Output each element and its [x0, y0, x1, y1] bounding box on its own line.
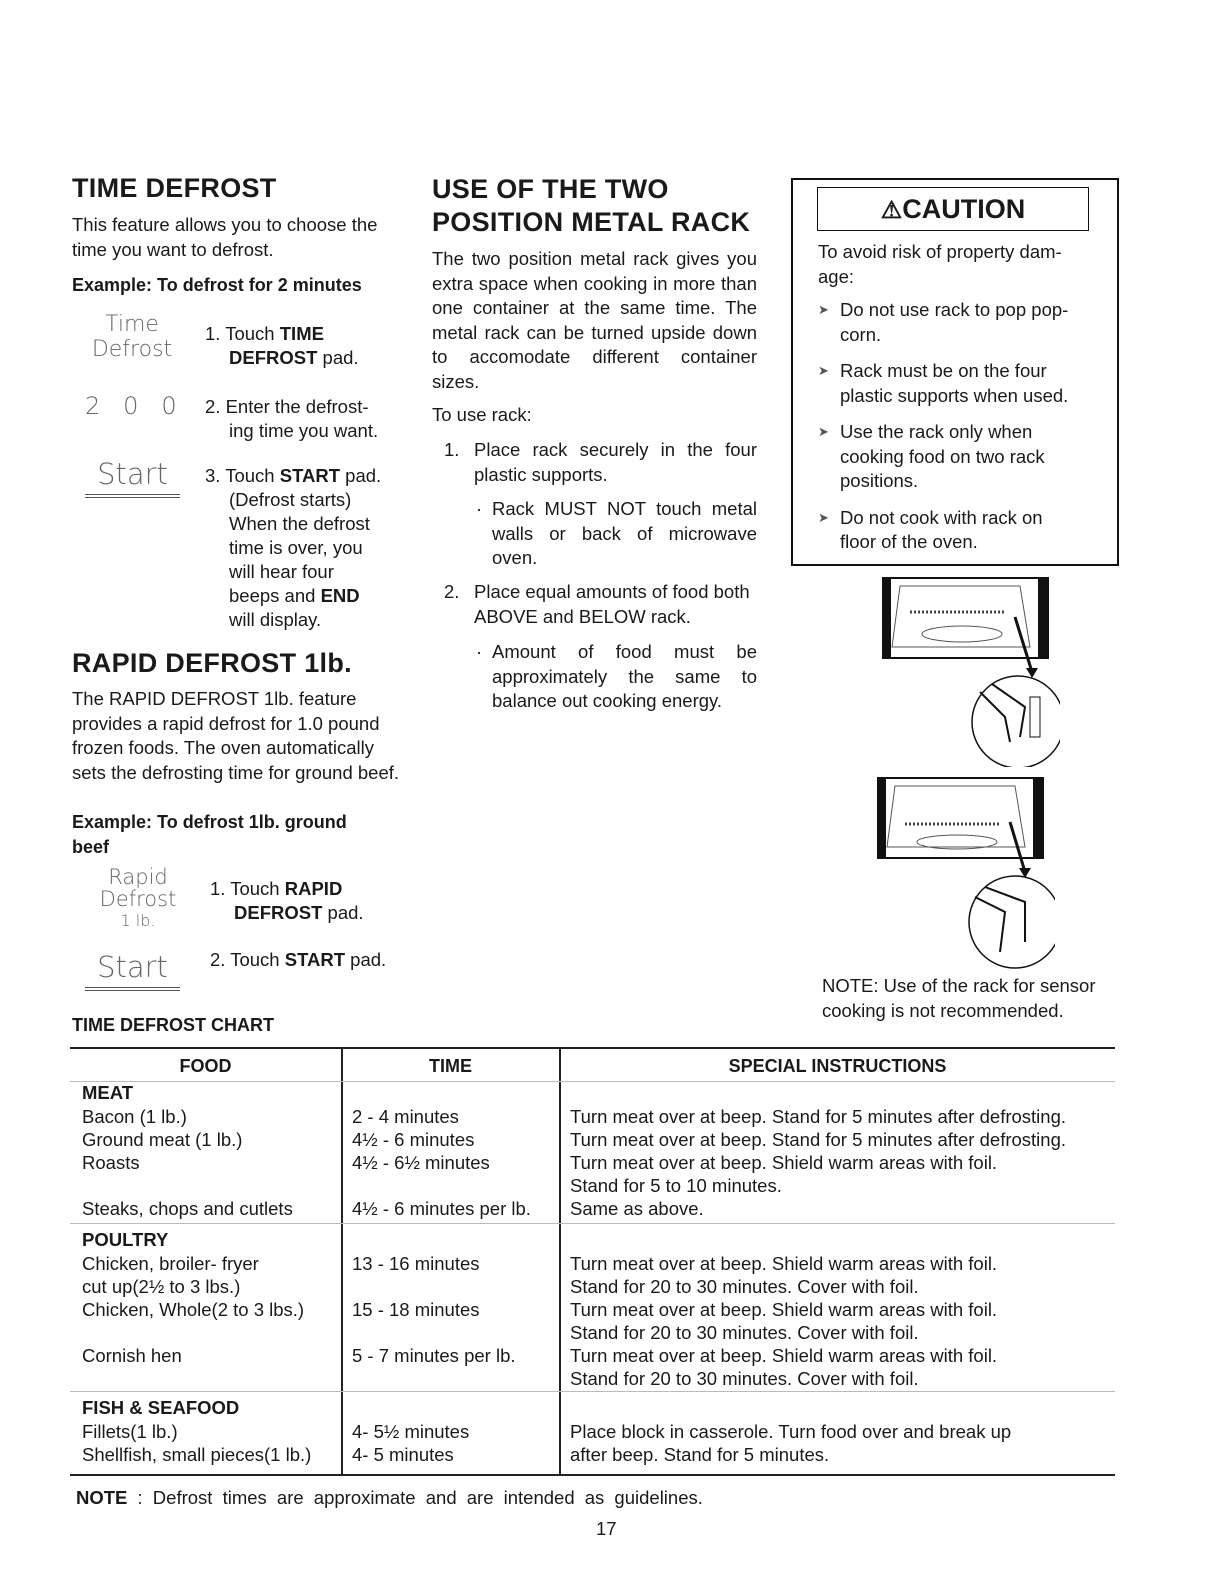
time-defrost-pad: Time Defrost [91, 312, 173, 362]
caution-item: ➤ Rack must be on the four plastic supports when used. [818, 359, 1098, 408]
bullet-dot: · [476, 641, 483, 662]
chart-fish-rows [82, 1420, 1011, 1466]
rack-lower-illustration [875, 772, 1055, 972]
table-row: Cornish hen 5 - 7 minutes per lb. Turn meat over at beep. Shield warm areas with foil. [82, 1345, 998, 1366]
time-defrost-step-1: 1. Touch TIME DEFROST pad. [205, 323, 359, 368]
table-row: Stand for 5 to 10 minutes. [570, 1175, 782, 1196]
chart-header-rule [70, 1081, 1115, 1082]
sensor-note: NOTE: Use of the rack for sensor cooking is not recommended. [822, 975, 1096, 1021]
chart-section-fish: FISH & SEAFOOD [82, 1397, 240, 1418]
digit-pads: 2 0 0 [85, 392, 177, 420]
table-row: Stand for 20 to 30 minutes. Cover with foil. [570, 1322, 919, 1343]
chart-header-time: TIME [429, 1056, 472, 1076]
arrow-icon: ➤ [818, 363, 829, 378]
caution-header: ⚠CAUTION [817, 187, 1089, 231]
table-row: Stand for 20 to 30 minutes. Cover with foil. [570, 1368, 919, 1389]
chart-section-meat: MEAT [82, 1082, 134, 1103]
caution-item: ➤ Use the rack only when cooking food on two rack positions. [818, 420, 1098, 494]
rack-upper-illustration [880, 572, 1060, 767]
caution-item: ➤ Do not cook with rack on floor of the oven. [818, 506, 1098, 555]
chart-section-poultry: POULTRY [82, 1229, 169, 1250]
time-defrost-step-3: 3. Touch START pad. (Defrost starts) When the defrost time is over, you will hear four beeps and END will display. [205, 465, 382, 630]
rapid-defrost-pad: Rapid Defrost 1 lb. [99, 865, 177, 930]
caution-item: ➤ Do not use rack to pop pop-corn. [818, 298, 1098, 347]
caution-list [818, 298, 1098, 555]
page-number: 17 [596, 1518, 617, 1539]
caution-intro: To avoid risk of property dam-age: [818, 241, 1062, 287]
table-row: Steaks, chops and cutlets 4½ - 6 minutes per lb. Same as above. [82, 1198, 704, 1219]
table-row: Fillets(1 lb.) 4- 5½ minutes Place block in casserole. Turn food over and break up [82, 1421, 1012, 1442]
table-row: Chicken, Whole(2 to 3 lbs.) 15 - 18 minutes Turn meat over at beep. Shield warm areas with foil. [82, 1299, 998, 1320]
time-defrost-title: TIME DEFROST [72, 173, 277, 203]
rack-step-2-number: 2. [444, 581, 460, 602]
rack-step-2: Place equal amounts of food both ABOVE and BELOW rack. [474, 581, 750, 627]
time-defrost-step-2: 2. Enter the defrost- ing time you want. [205, 396, 379, 441]
rapid-defrost-step-2: 2. Touch START pad. [210, 949, 387, 970]
rack-intro: The two position metal rack gives you extra space when cooking in more than one container at the same time. The metal rack can be turned upside down to accomodate different container sizes. [432, 248, 757, 392]
time-defrost-intro: This feature allows you to choose the time you want to defrost. [72, 214, 378, 260]
chart-section-rule [70, 1223, 1115, 1224]
chart-header-food: FOOD [179, 1056, 232, 1076]
start-pad: Start [85, 457, 180, 498]
rapid-start-pad: Start [85, 950, 180, 991]
rapid-defrost-title: RAPID DEFROST 1lb. [72, 648, 352, 678]
rack-step-1-bullet: Rack MUST NOT touch metal walls or back of microwave oven. [492, 498, 757, 568]
bottom-note: NOTE : Defrost times are approximate and are intended as guidelines. [76, 1487, 703, 1508]
chart-poultry-rows [82, 1252, 997, 1390]
chart-meat-rows [82, 1105, 1066, 1220]
chart-section-rule [70, 1391, 1115, 1392]
arrow-icon: ➤ [818, 302, 829, 317]
arrow-icon: ➤ [818, 509, 829, 525]
chart-header-instructions: SPECIAL INSTRUCTIONS [728, 1056, 947, 1076]
rapid-defrost-step-1: 1. Touch RAPID DEFROST pad. [210, 878, 364, 923]
rack-title: USE OF THE TWO POSITION METAL RACK [432, 174, 751, 237]
table-row: Bacon (1 lb.) 2 - 4 minutes Turn meat over at beep. Stand for 5 minutes after defrosting. [82, 1106, 1066, 1127]
rapid-defrost-intro: The RAPID DEFROST 1lb. feature provides a rapid defrost for 1.0 pound frozen foods. The oven automatically sets the defrosting time for ground beef. [72, 688, 400, 783]
rack-step-2-bullet: Amount of food must be approximately the same to balance out cooking energy. [492, 641, 757, 711]
chart-bottom-rule [70, 1474, 1115, 1476]
table-row: Chicken, broiler- fryer 13 - 16 minutes Turn meat over at beep. Shield warm areas with foil. [82, 1253, 998, 1274]
table-row: Roasts 4½ - 6½ minutes Turn meat over at beep. Shield warm areas with foil. [82, 1152, 998, 1173]
rack-step-1: Place rack securely in the four plastic supports. [474, 439, 757, 485]
rack-step-1-number: 1. [444, 439, 460, 460]
table-row: cut up(2½ to 3 lbs.) Stand for 20 to 30 minutes. Cover with foil. [82, 1276, 919, 1297]
rack-to-use: To use rack: [432, 404, 532, 425]
chart-top-rule [70, 1047, 1115, 1049]
time-defrost-example: Example: To defrost for 2 minutes [72, 275, 362, 295]
arrow-icon: ➤ [818, 424, 829, 439]
table-row: Ground meat (1 lb.) 4½ - 6 minutes Turn meat over at beep. Stand for 5 minutes after defrosting. [82, 1129, 1066, 1150]
chart-title: TIME DEFROST CHART [72, 1015, 274, 1035]
bullet-dot: · [476, 498, 483, 519]
warning-icon: ⚠ [880, 197, 903, 224]
rapid-defrost-example: Example: To defrost 1lb. ground beef [72, 812, 347, 857]
table-row: Shellfish, small pieces(1 lb.) 4- 5 minutes after beep. Stand for 5 minutes. [82, 1444, 830, 1465]
